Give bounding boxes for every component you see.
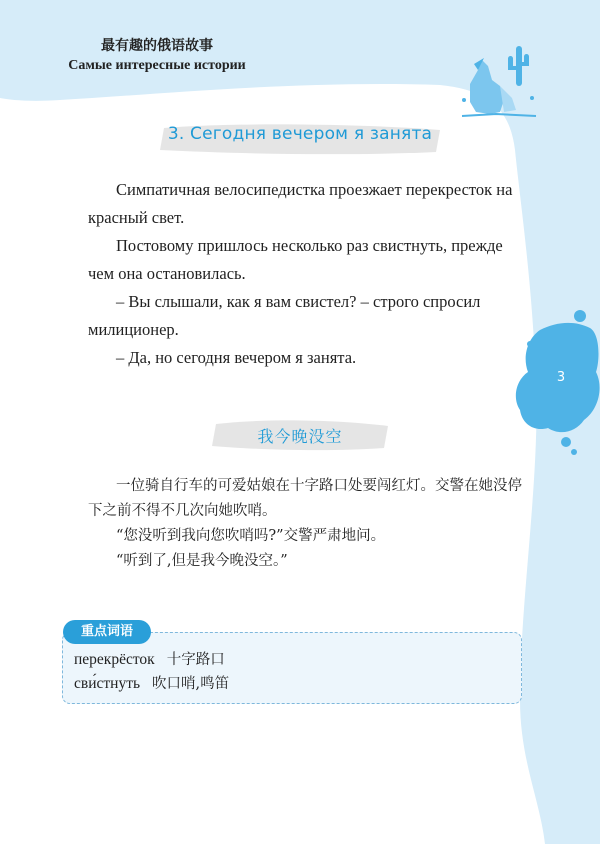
vocabulary-word-ru: перекрёсток <box>74 651 155 668</box>
howling-wolf-illustration <box>456 40 546 120</box>
paragraph-cn-1: 一位骑自行车的可爱姑娘在十字路口处要闯红灯。交警在她没停下之前不得不几次向她吹哨。 <box>88 478 522 519</box>
story-text-cn <box>88 474 528 574</box>
page-number: 3 <box>556 370 566 385</box>
cactus-icon <box>508 46 529 86</box>
paragraph-ru-3: – Вы слышали, как я вам свистел? – строго спросил милиционер. <box>88 292 481 339</box>
paragraph-ru-4: – Да, но сегодня вечером я занята. <box>116 348 357 367</box>
story-title-ru-banner <box>150 118 450 158</box>
running-header <box>52 36 262 76</box>
vocabulary-word-cn: 吹口哨,鸣笛 <box>152 676 230 692</box>
paragraph-cn-3: “听到了,但是我今晚没空。” <box>116 553 288 569</box>
story-text-ru <box>88 176 528 372</box>
story-title-cn: 我今晚没空 <box>257 427 343 446</box>
paragraph-ru-1: Симпатичная велосипедистка проезжает перекресток на красный свет. <box>88 180 513 227</box>
vocabulary-item <box>74 672 494 696</box>
paragraph-ru-2: Постовому пришлось несколько раз свистнуть, прежде чем она остановилась. <box>88 236 503 283</box>
vocabulary-label: 重点词语 <box>63 620 151 644</box>
story-title-cn-banner <box>200 412 400 456</box>
series-title-ru: Самые интересные истории <box>68 58 246 73</box>
story-title-ru: 3. Сегодня вечером я занята <box>167 124 433 144</box>
vocabulary-item <box>74 648 494 672</box>
vocabulary-list <box>74 648 494 696</box>
vocabulary-word-cn: 十字路口 <box>166 652 225 668</box>
vocabulary-word-ru: сви́стнуть <box>74 675 141 692</box>
series-title-cn: 最有趣的俄语故事 <box>101 38 213 54</box>
paragraph-cn-2: “您没听到我向您吹哨吗?”交警严肃地问。 <box>116 528 386 544</box>
